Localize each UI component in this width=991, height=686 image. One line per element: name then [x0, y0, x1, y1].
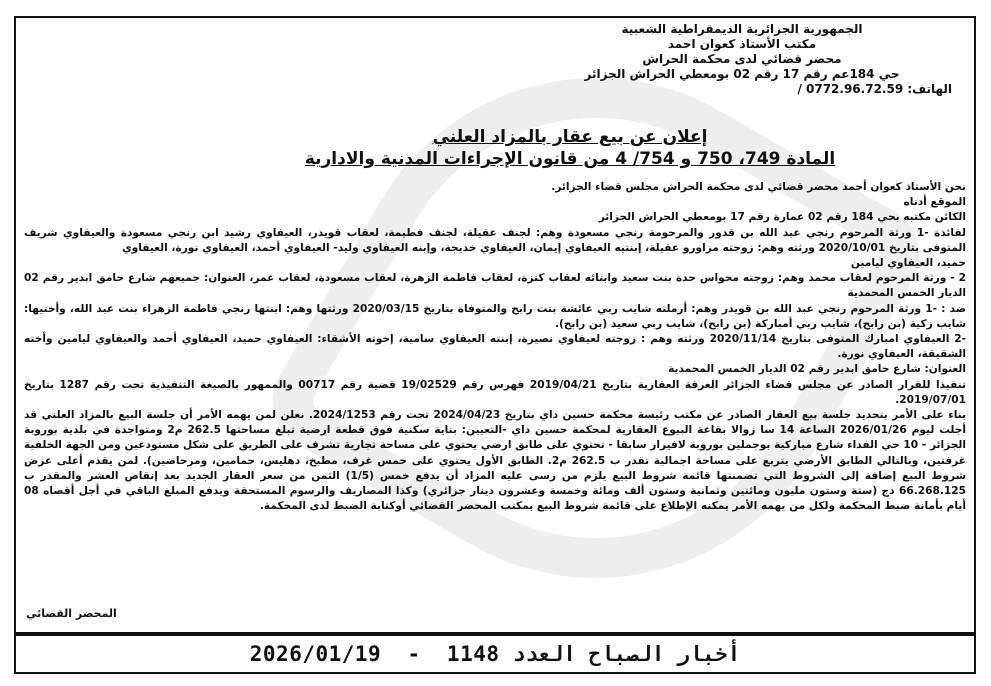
footer-space	[500, 642, 513, 666]
body-signed-below: الموقع أدناه	[903, 196, 966, 209]
notice-body	[24, 180, 966, 606]
body-defendants-2: -2 العيفاوي امبارك المتوفى بتاريخ 2020/11/14 ورثته وهم : زوجته لعيفاوي نصيرة، إبنته العيفاوي سامية، إخوته الأشقاء: العيفاوي حميد، العيفاوي أحمد والعيفاوي ليامين وأخته الشقيقة، العيفاوي نورة.	[24, 333, 967, 361]
body-defendants-1: ضد : -1 ورثة المرحوم رنجي عبد الله بن قويدر وهم: أرملته شايب ربي عائشة بنت رابح والمتوفاة بتاريخ 2020/03/15 ورثتها وهم: ابنتها رنجي فاطمة الزهراء بنت عبد الله، وأختيها: شايب زكية (بن رابح)، شايب ربي أمباركة (بن رابح)، شايب ربي سعيد (بن رابح).	[24, 302, 966, 330]
footer-publication: أخبار الصباح العدد	[512, 642, 741, 666]
header-republic: الجمهورية الجزائرية الديمقراطية الشعبية	[621, 22, 863, 36]
body-beneficiaries-1: لفائدة -1 ورثة المرحوم رنجي عبد الله بن قدور والمرحومة رنجي مسعودة وهم: لجنف عقيلة، لجنف فطيمة، لعقاب قويدر، العيفاوي رشيد ابن رنجي مسعودة والعيفاوي شريف المتوفى بتاريخ 2020/10/01 ورثته وهم: زوجته مزاورو عقيلة، إبنتيه العيفاوي إيمان، العيفاوي خديجة، وإبنه العيفاوي وليد- العيفاوي أحمد، العيفاوي نورة، العيفاوي	[24, 226, 966, 254]
body-beneficiaries-1-cont: حميد، العيفاوي ليامين	[850, 257, 966, 270]
header-phone: الهاتف: 0772.96.72.59 /	[797, 82, 952, 96]
office-header	[532, 22, 952, 97]
footer-issue: 1148	[446, 642, 500, 666]
footer-dash: -	[381, 642, 447, 666]
legal-notice	[14, 16, 976, 634]
footer-date: 2026/01/19	[249, 642, 382, 666]
body-intro: نحن الأستاذ كعوان أحمد محضر قضائي لدى محكمة الحراش مجلس قضاء الجزائر.	[551, 181, 966, 193]
header-office: مكتب الأستاذ كعوان احمد	[667, 37, 817, 51]
body-office-address: الكائن مكتبه بحي 184 رقم 02 عمارة رقم 17 بومعطي الحراش الجزائر	[598, 211, 966, 224]
notice-title	[246, 126, 894, 170]
publication-footer	[14, 634, 976, 674]
body-execution: تنفيذا للقرار الصادر عن مجلس قضاء الجزائر الغرفة العقارية بتاريخ 2019/04/21 فهرس رقم 19/02529 قضية رقم 00717 والممهور بالصيغة التنفيذية تحت رقم 1287 بتاريخ 2019/07/01.	[24, 378, 967, 406]
title-articles: المادة 749، 750 و 754/ 4 من قانون الإجراءات المدنية والادارية	[304, 149, 836, 169]
body-beneficiaries-2: 2 - ورثة المرحوم لعقاب محمد وهم: زوجته محواس حدة بنت سعيد وابنائه لعقاب كنزة، لعقاب فاطمة الزهرة، لعقاب مسعودة، لعقاب عمر، العنوان: جميعهم شارع حامق ابدير رقم 02 الديار الخمس المحمدية	[24, 272, 966, 300]
header-court: محضر قضائي لدى محكمة الحراش	[642, 52, 842, 66]
signature-bailiff: المحضر القضائي	[26, 607, 117, 620]
title-main: إعلان عن بيع عقار بالمزاد العلني	[432, 127, 708, 147]
header-address: حي 184عم رقم 17 رقم 02 بومعطي الحراش الجزائر	[584, 67, 900, 81]
body-sale-details: بناء على الأمر بتحديد جلسة بيع العقار الصادر عن مكتب رئيسة محكمة حسين داي بتاريخ 2024/04/23 تحت رقم 2024/1253. نعلن لمن يهمه الأمر أن جلسة البيع بالمزاد العلني قد أجلت ليوم 2026/01/26 الساعة 14 سا زوالا بقاعة البيوع العقارية لمحكمة حسين داي -التعيين: بناية سكنية فوق قطعة ارضية تبلغ مساحتها 262.5 م2 ومتواجدة في بلدية بوروبة الجزائر - 10 حي الفداء شارع مباركية بوجملين بوروبة لافيرار سابقا - تحتوي على طابق ارضي يحتوي على مساحة تجارية تشرف على الطريق على شكل مستودعين ومن الجهة الخلفية غرفتين، وبالتالي الطابق الأرضي يتربع على مساحة اجمالية تقدر ب 262.5 م2. الطابق الأول يحتوي على خمس غرف، مطبخ، دهليس، حمامين، ومرحاضين). لمن يقدم أعلى عرض شروط البيع إضافة إلى الشروط التي تضمنتها قائمة شروط البيع يلزم من رسى عليه المزاد أن يدفع خمس (1/5) الثمن من سعر العقار الجديد بعد إنقاص العشر والمقدر ب 66.268.125 دج (ستة وستون مليون ومائتين وثمانية وستون ألف ومائة وخمسة وعشرون دينار جزائري) وكذا المصاريف والرسوم المستحقة ويدفع المبلغ الباقي في أجل أقصاه 08 أيام بأمانة ضبط المحكمة ولكل من يهمه الأمر يمكنه الإطلاع على قائمة شروط البيع بمكتب المحضر القضائي أوكتابة الضبط لدى المحكمة.	[24, 409, 967, 513]
body-defendants-address: العنوان: شارع حامق ابدير رقم 02 الديار الخمس المحمدية	[668, 363, 966, 376]
